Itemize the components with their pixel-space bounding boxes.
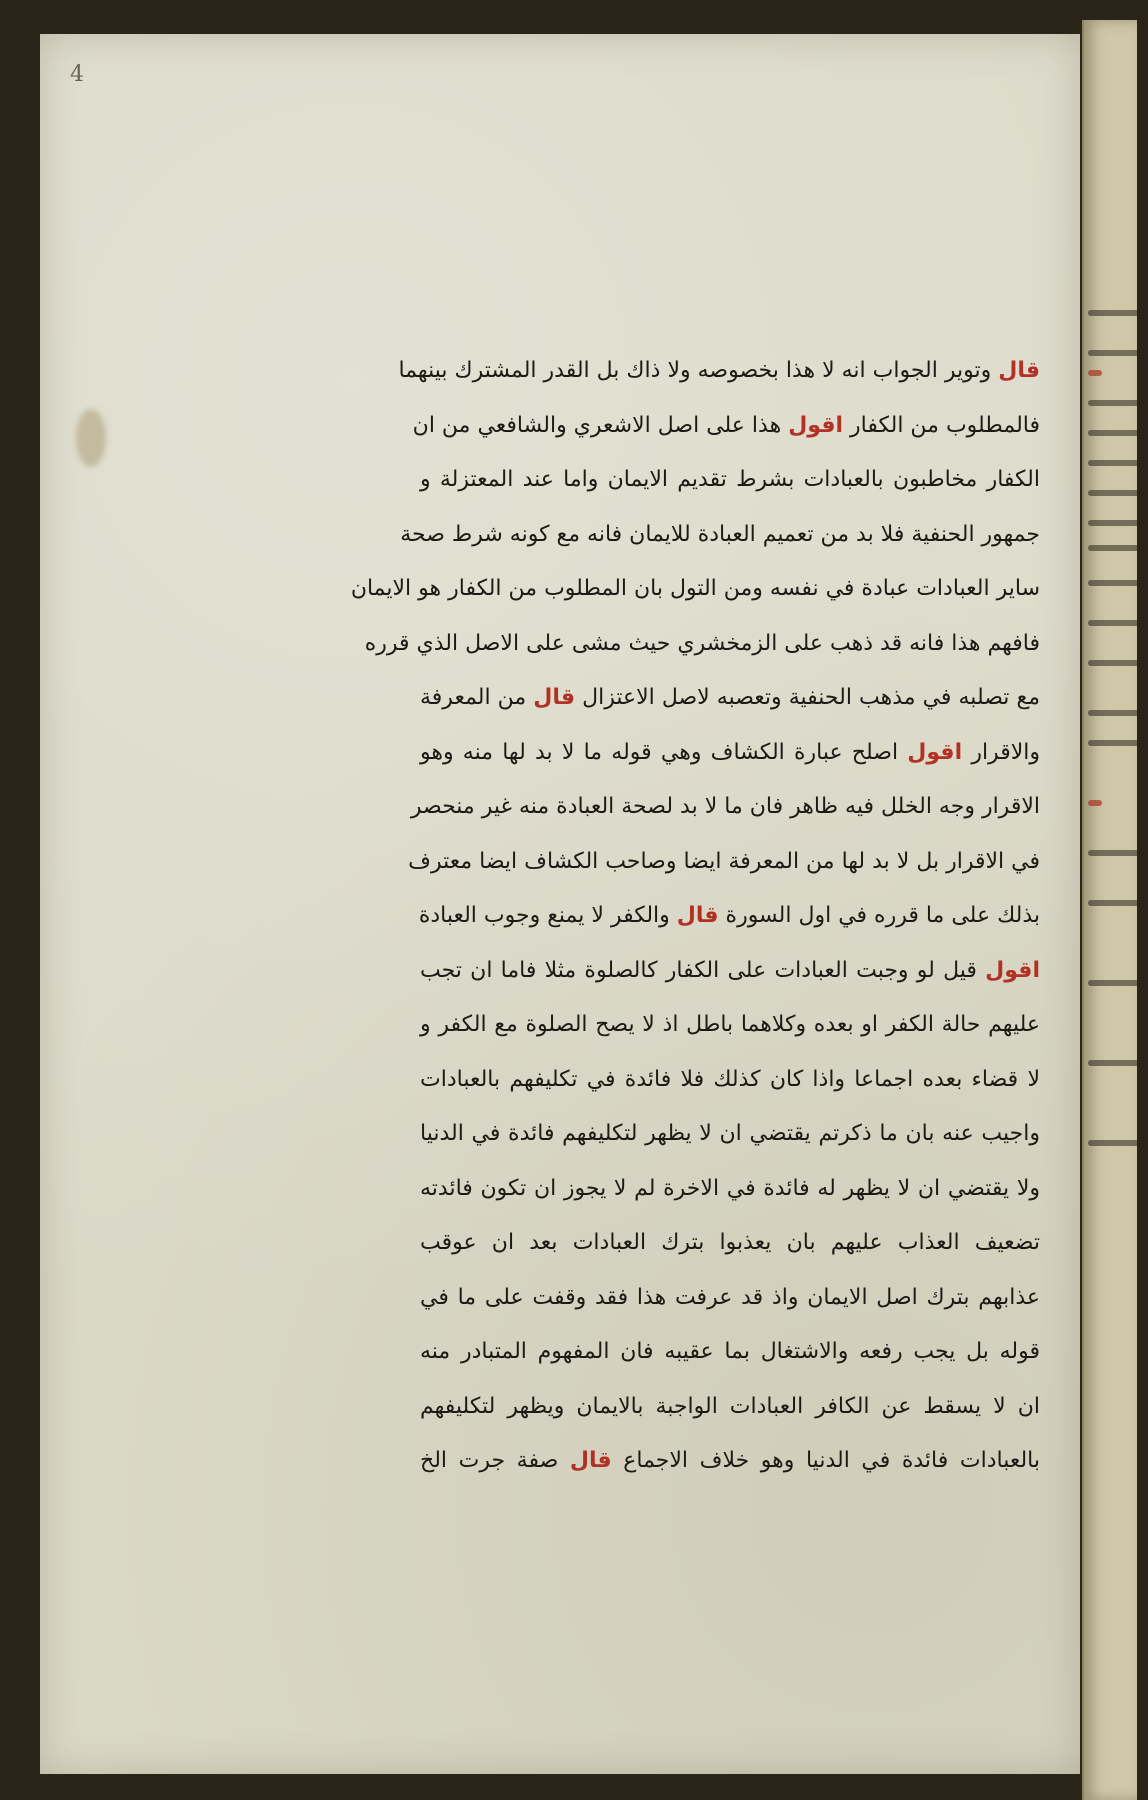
adjacent-page-ink-mark [1088, 370, 1102, 376]
text-segment: الاقرار وجه الخلل فيه ظاهر فان ما لا بد لصحة العبادة منه غير منحصر [410, 794, 1040, 819]
manuscript-line [412, 399, 1040, 454]
adjacent-page-ink-mark [1088, 1140, 1148, 1146]
rubric-word: اقول [907, 739, 963, 765]
rubric-word: قال [533, 685, 576, 710]
manuscript-line [398, 344, 1040, 399]
manuscript-line [364, 617, 1040, 672]
text-segment: ولا يقتضي ان لا يظهر له فائدة في الاخرة لم لا يجوز ان تكون فائدته [420, 1175, 1040, 1201]
manuscript-line [420, 1162, 1040, 1217]
text-segment: عذابهم بترك اصل الايمان واذ قد عرفت هذا فقد وقفت على ما في [420, 1284, 1040, 1310]
adjacent-page-ink-mark [1088, 710, 1148, 716]
manuscript-line [420, 1107, 1040, 1162]
manuscript-line [410, 780, 1040, 835]
manuscript-line [408, 835, 1040, 890]
rubric-word: قال [998, 358, 1040, 383]
adjacent-page-ink-mark [1088, 900, 1148, 906]
text-segment: جمهور الحنفية فلا بد من تعميم العبادة للايمان فانه مع كونه شرط صحة [400, 521, 1040, 547]
adjacent-page-ink-mark [1088, 490, 1148, 496]
adjacent-page-ink-mark [1088, 350, 1148, 356]
manuscript-line [420, 1380, 1040, 1435]
adjacent-page-edge [1082, 20, 1137, 1800]
text-segment: تضعيف العذاب عليهم بان يعذبوا بترك العبادات بعد ان عوقب [420, 1230, 1040, 1255]
text-segment: واجيب عنه بان ما ذكرتم يقتضي ان لا يظهر لتكليفهم فائدة في الدنيا [420, 1121, 1040, 1146]
text-segment: لا قضاء بعده اجماعا واذا كان كذلك فلا فائدة في تكليفهم بالعبادات [420, 1066, 1040, 1092]
manuscript-line [350, 562, 1040, 617]
adjacent-page-ink-mark [1088, 310, 1148, 316]
rubric-word: قال [569, 1448, 612, 1473]
folio-number: 4 [70, 62, 84, 87]
manuscript-line [420, 726, 1040, 781]
manuscript-text-block [350, 344, 1040, 1489]
manuscript-line [420, 889, 1040, 944]
adjacent-page-ink-mark [1088, 800, 1102, 806]
adjacent-page-ink-mark [1088, 850, 1148, 856]
adjacent-page-ink-mark [1088, 520, 1148, 526]
text-segment: ساير العبادات عبادة في نفسه ومن التول بان المطلوب من الكفار هو الايمان [350, 576, 1040, 601]
manuscript-line [420, 1271, 1040, 1326]
adjacent-page-ink-mark [1088, 545, 1148, 551]
adjacent-page-ink-mark [1088, 660, 1148, 666]
text-segment: قيل لو وجبت العبادات على الكفار كالصلوة مثلا فاما ان تجب [420, 957, 986, 983]
adjacent-page-ink-mark [1088, 580, 1148, 586]
manuscript-line [420, 944, 1040, 999]
paper-stain [76, 409, 106, 467]
text-segment: وتوير الجواب انه لا هذا بخصوصه ولا ذاك بل القدر المشترك بينهما [398, 358, 999, 383]
adjacent-page-ink-mark [1088, 1060, 1148, 1066]
adjacent-page-ink-mark [1088, 400, 1148, 406]
text-segment: عليهم حالة الكفر او بعده وكلاهما باطل اذ لا يصح الصلوة مع الكفر و [420, 1012, 1040, 1037]
manuscript-line [420, 1216, 1040, 1271]
adjacent-page-ink-mark [1088, 620, 1148, 626]
text-segment: فالمطلوب من الكفار [843, 412, 1040, 438]
manuscript-line [420, 671, 1040, 726]
text-segment: اصلح عبارة الكشاف وهي قوله ما لا بد لها منه وهو [420, 739, 908, 765]
text-segment: فافهم هذا فانه قد ذهب على الزمخشري حيث مشى على الاصل الذي قرره [364, 630, 1040, 656]
rubric-word: قال [676, 903, 719, 928]
manuscript-line [420, 1325, 1040, 1380]
text-segment: من المعرفة [420, 685, 534, 710]
rubric-word: اقول [985, 957, 1040, 983]
text-segment: في الاقرار بل لا بد لها من المعرفة ايضا وصاحب الكشاف ايضا معترف [408, 848, 1040, 874]
text-segment: صفة جرت الخ [420, 1448, 570, 1473]
manuscript-line [420, 453, 1040, 508]
adjacent-page-ink-mark [1088, 980, 1148, 986]
adjacent-page-ink-mark [1088, 740, 1148, 746]
text-segment: والاقرار [962, 739, 1040, 765]
rubric-word: اقول [788, 412, 844, 438]
text-segment: الكفار مخاطبون بالعبادات بشرط تقديم الايمان واما عند المعتزلة و [420, 467, 1040, 492]
text-segment: قوله بل يجب رفعه والاشتغال بما عقيبه فان المفهوم المتبادر منه [420, 1339, 1040, 1364]
manuscript-line [420, 1053, 1040, 1108]
text-segment: بذلك على ما قرره في اول السورة [718, 903, 1040, 928]
manuscript-page [40, 34, 1080, 1774]
adjacent-page-ink-mark [1088, 460, 1148, 466]
adjacent-page-ink-mark [1088, 430, 1148, 436]
text-segment: والكفر لا يمنع وجوب العبادة [418, 903, 677, 928]
manuscript-line [400, 508, 1040, 563]
text-segment: بالعبادات فائدة في الدنيا وهو خلاف الاجماع [611, 1448, 1040, 1473]
text-segment: هذا على اصل الاشعري والشافعي من ان [412, 412, 789, 438]
text-segment: ان لا يسقط عن الكافر العبادات الواجبة بالايمان ويظهر لتكليفهم [420, 1393, 1040, 1419]
manuscript-line [420, 1434, 1040, 1489]
text-segment: مع تصلبه في مذهب الحنفية وتعصبه لاصل الاعتزال [575, 685, 1040, 710]
manuscript-line [420, 998, 1040, 1053]
